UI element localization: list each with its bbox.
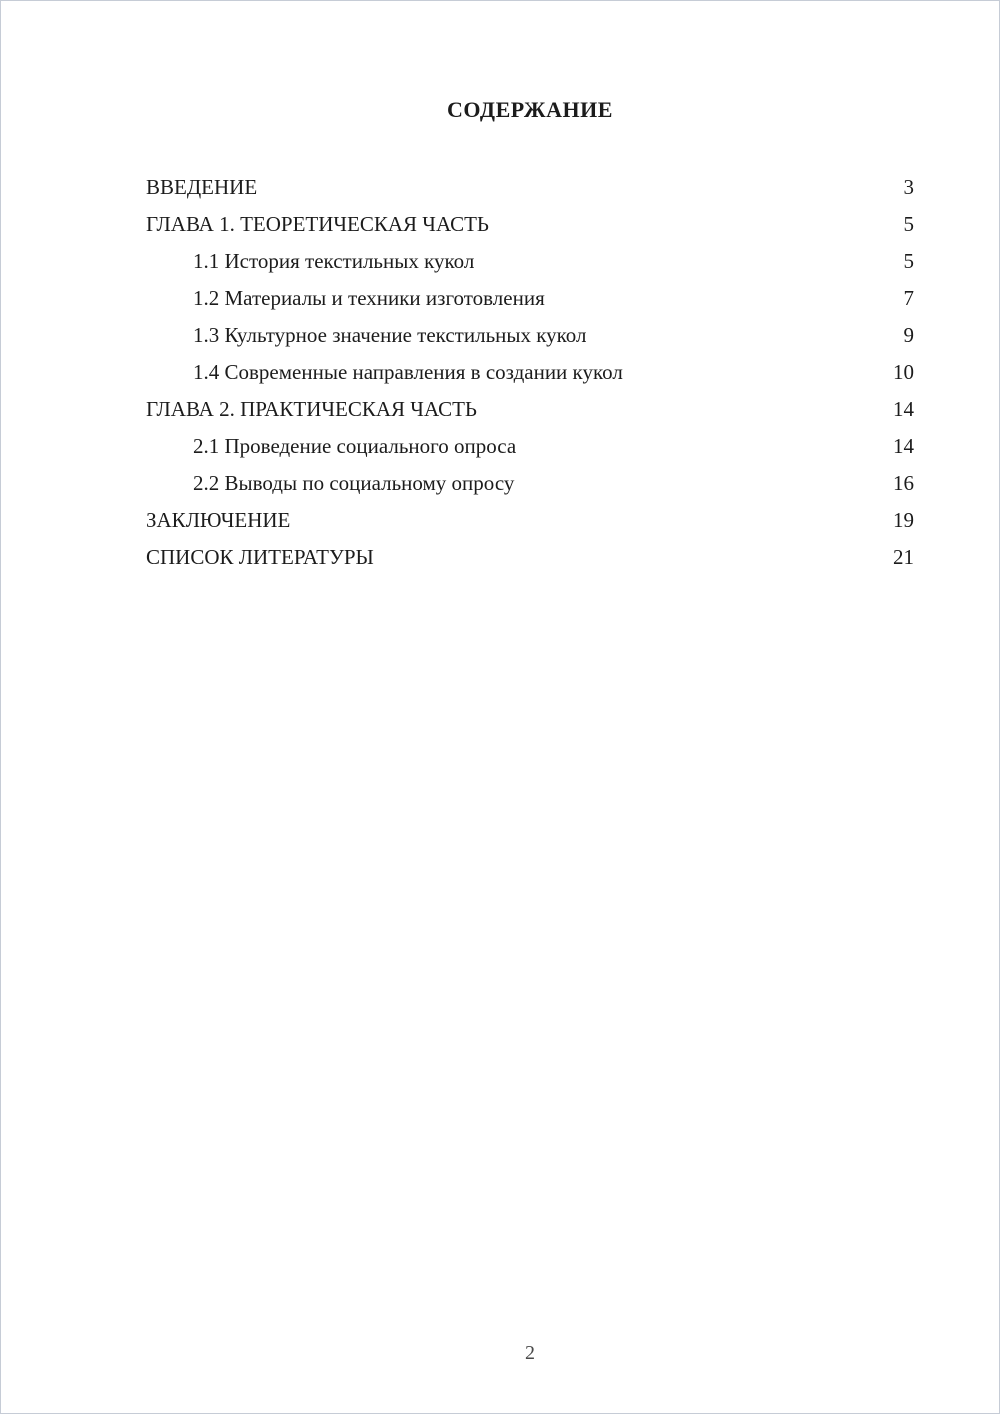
toc-entry-page: 9	[903, 323, 914, 347]
toc-entry-label: ГЛАВА 1. ТЕОРЕТИЧЕСКАЯ ЧАСТЬ	[146, 212, 489, 236]
toc-entry-page: 7	[903, 286, 914, 310]
document-page	[1, 1, 999, 1413]
toc-entry-label: ГЛАВА 2. ПРАКТИЧЕСКАЯ ЧАСТЬ	[146, 397, 477, 421]
toc-list	[146, 169, 914, 576]
toc-entry-page: 19	[893, 508, 914, 532]
toc-entry-page: 10	[893, 360, 914, 384]
toc-entry-page: 3	[903, 175, 914, 199]
toc-entry	[146, 539, 914, 576]
toc-entry	[146, 465, 914, 502]
toc-entry-label: ЗАКЛЮЧЕНИЕ	[146, 508, 291, 532]
toc-entry-label: СПИСОК ЛИТЕРАТУРЫ	[146, 545, 374, 569]
toc-entry	[146, 317, 914, 354]
toc-entry-page: 16	[893, 471, 914, 495]
page-title: СОДЕРЖАНИЕ	[447, 97, 613, 122]
toc-entry	[146, 280, 914, 317]
toc-entry-label: 1.2 Материалы и техники изготовления	[193, 286, 545, 310]
toc-entry-label: 1.4 Современные направления в создании кукол	[193, 360, 623, 384]
toc-entry	[146, 502, 914, 539]
toc-entry	[146, 428, 914, 465]
toc-entry	[146, 169, 914, 206]
toc-entry	[146, 354, 914, 391]
toc-entry	[146, 391, 914, 428]
toc-entry-label: 1.3 Культурное значение текстильных кукол	[193, 323, 587, 347]
toc-entry	[146, 206, 914, 243]
toc-entry-page: 21	[893, 545, 914, 569]
toc-entry-page: 5	[903, 249, 914, 273]
toc-entry-label: 2.2 Выводы по социальному опросу	[193, 471, 515, 495]
page-number: 2	[525, 1342, 535, 1364]
toc-entry-label: 1.1 История текстильных кукол	[193, 249, 475, 273]
toc-entry-page: 14	[893, 397, 914, 421]
toc-entry	[146, 243, 914, 280]
toc-entry-label: 2.1 Проведение социального опроса	[193, 434, 517, 458]
toc-entry-label: ВВЕДЕНИЕ	[146, 175, 258, 199]
toc-entry-page: 5	[903, 212, 914, 236]
toc-entry-page: 14	[893, 434, 914, 458]
